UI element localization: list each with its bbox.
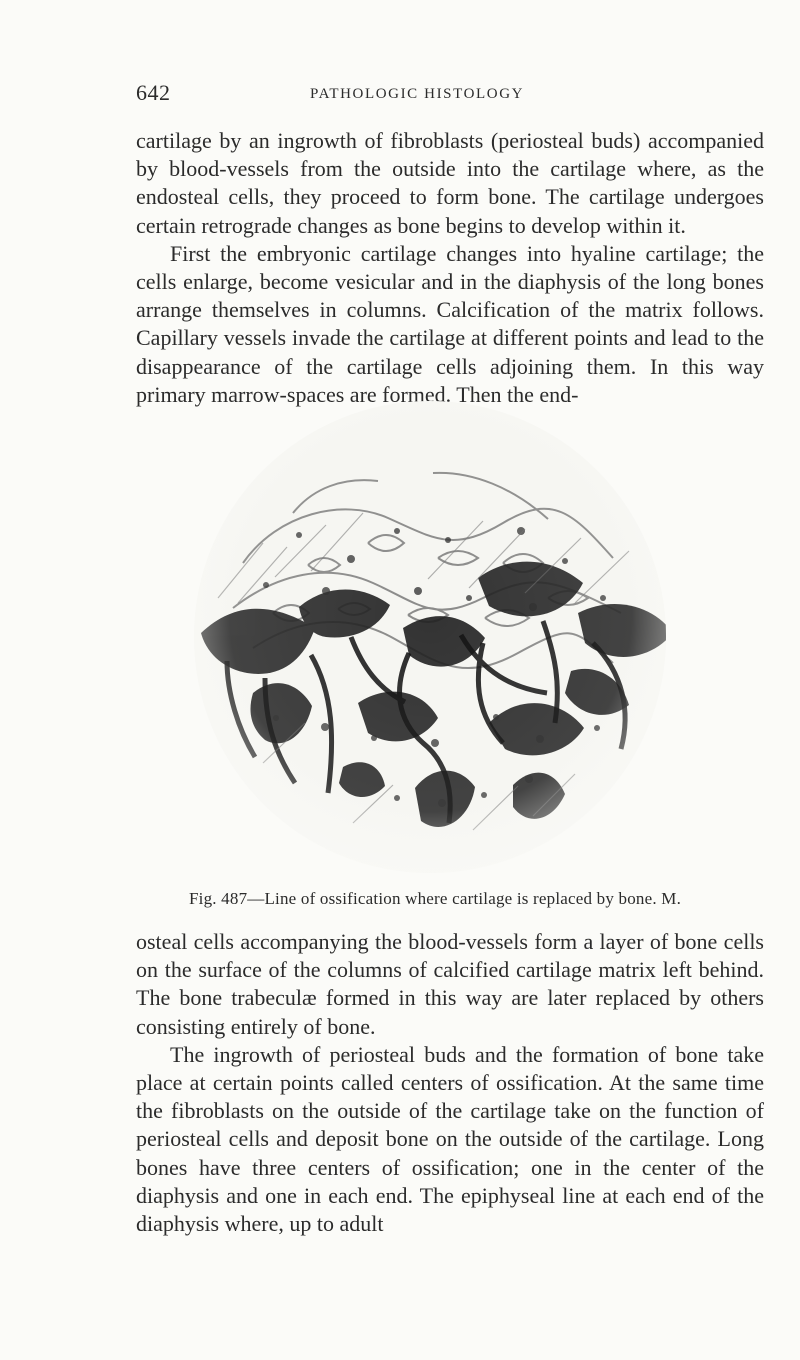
lower-body-text	[136, 928, 764, 1238]
histology-figure	[183, 393, 678, 882]
paragraph-continuation: cartilage by an ingrowth of fibroblasts (periosteal buds) accompanied by blood-vessels from the outside into the cartilage where, as the endosteal cells, they proceed to form bone. The cartilage undergoes certain retrograde changes as bone begins to develop within it.	[136, 128, 764, 238]
upper-body-text	[136, 127, 764, 409]
paragraph-centers-of-ossification: The ingrowth of periosteal buds and the formation of bone take place at certain points called centers of ossification. At the same time the fibroblasts on the outside of the cartilage take on the function of periosteal cells and deposit bone on the outside of the cartilage. Long bones have three centers of ossification; one in the center of the diaphysis and one in each end. The epiphyseal line at each end of the diaphysis where, up to adult	[136, 1041, 764, 1237]
page-number: 642	[136, 80, 171, 105]
microscope-field	[183, 393, 678, 882]
paragraph-endosteal-cells: osteal cells accompanying the blood-vessels form a layer of bone cells on the surface of the columns of calcified cartilage matrix left behind. The bone trabeculæ formed in this way are later replaced by others consisting entirely of bone.	[136, 929, 764, 1039]
paragraph-first-embryonic-cartilage: First the embryonic cartilage changes into hyaline cartilage; the cells enlarge, become vesicular and in the diaphysis of the long bones arrange themselves in columns. Calcification of the matrix follows. Capillary vessels invade the cartilage at different points and lead to the disappearance of the cartilage cells adjoining them. In this way primary marrow-spaces are formed. Then the end-	[136, 240, 764, 407]
figure-caption: Fig. 487—Line of ossification where cartilage is replaced by bone. M.	[189, 889, 682, 908]
field-vignette	[183, 393, 678, 882]
running-title: PATHOLOGIC HISTOLOGY	[310, 86, 525, 102]
ossification-micrograph-illustration	[183, 393, 678, 882]
page-header	[136, 80, 756, 114]
